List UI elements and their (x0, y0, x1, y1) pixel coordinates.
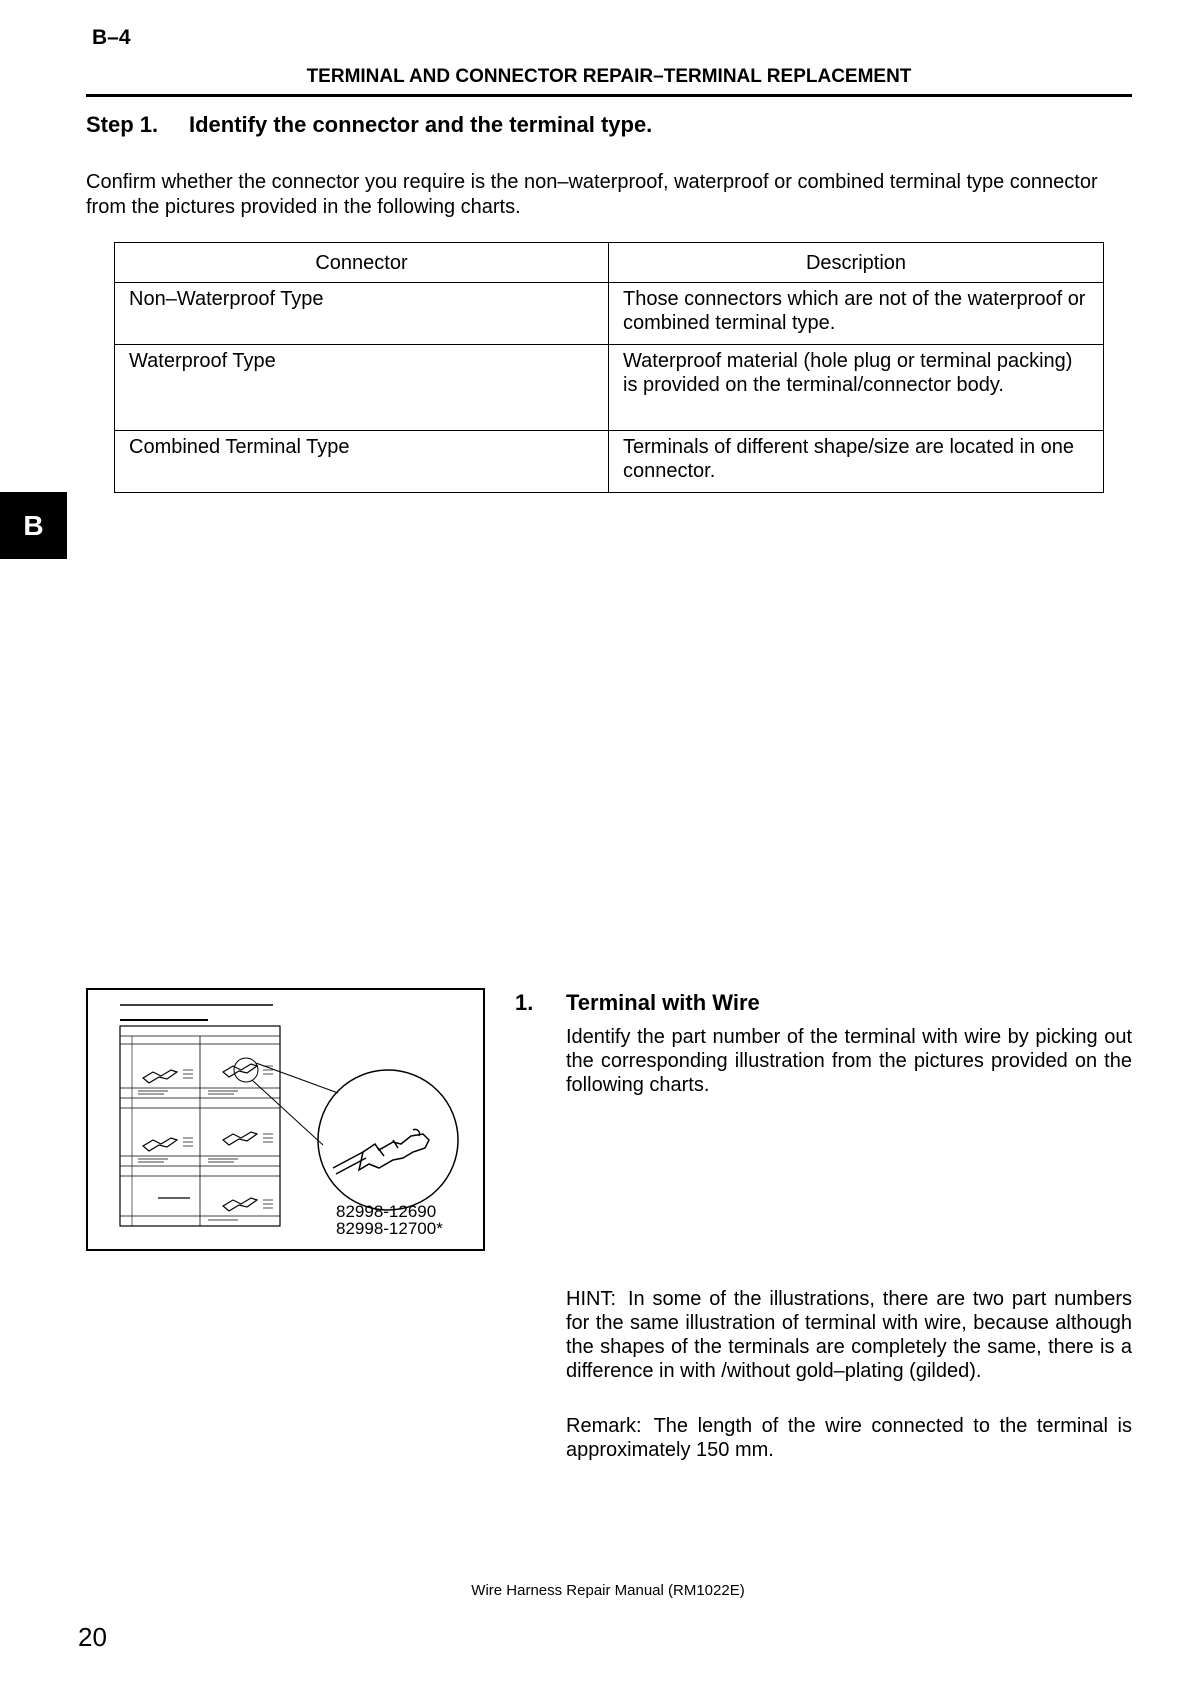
page-id: B–4 (92, 26, 131, 49)
table-cell: Waterproof material (hole plug or terminal packing) is provided on the terminal/connector body. (609, 345, 1104, 431)
column-header: Description (609, 243, 1104, 283)
part-number: 82998-12700* (336, 1219, 443, 1238)
table-row (115, 431, 1104, 493)
remark-paragraph (566, 1414, 1132, 1462)
header-title: TERMINAL AND CONNECTOR REPAIR–TERMINAL REPLACEMENT (306, 66, 912, 87)
section-tab: B (0, 492, 67, 559)
footer-manual-title: Wire Harness Repair Manual (RM1022E) (471, 1582, 745, 1599)
connector-type-table (114, 242, 1104, 493)
section-title: Terminal with Wire (566, 990, 760, 1015)
step-heading (86, 112, 652, 138)
table-cell: Combined Terminal Type (115, 431, 609, 493)
part-number: 82998-12690 (336, 1202, 437, 1221)
page-number: 20 (78, 1622, 107, 1652)
hint-text: In some of the illustrations, there are two part numbers for the same illustration of terminal with wire, because although the shapes of the terminals are completely the same, there is a difference in with /without gold–plating (gilded). (566, 1288, 1132, 1382)
hint-label: HINT: (566, 1288, 616, 1310)
header-rule (86, 94, 1132, 97)
hint-paragraph (566, 1287, 1132, 1383)
column-header: Connector (115, 243, 609, 283)
table-row (115, 345, 1104, 431)
step-label: Step 1. (86, 112, 159, 137)
table-cell: Those connectors which are not of the waterproof or combined terminal type. (609, 283, 1104, 345)
remark-text: The length of the wire connected to the terminal is approximately 150 mm. (566, 1415, 1132, 1461)
table-cell: Non–Waterproof Type (115, 283, 609, 345)
section-body: Identify the part number of the terminal with wire by picking out the corresponding illustration from the pictures provided on the following charts. (566, 1026, 1132, 1096)
terminal-chart-figure (86, 988, 485, 1251)
intro-paragraph: Confirm whether the connector you require is the non–waterproof, waterproof or combined terminal type connector from the pictures provided in the following charts. (86, 171, 1098, 218)
section-number: 1. (515, 990, 534, 1015)
table-cell: Terminals of different shape/size are located in one connector. (609, 431, 1104, 493)
table-header-row (115, 243, 1104, 283)
table-cell: Waterproof Type (115, 345, 609, 431)
section-heading (515, 990, 760, 1016)
remark-label: Remark: (566, 1415, 642, 1437)
step-title: Identify the connector and the terminal type. (189, 112, 653, 137)
table-row (115, 283, 1104, 345)
